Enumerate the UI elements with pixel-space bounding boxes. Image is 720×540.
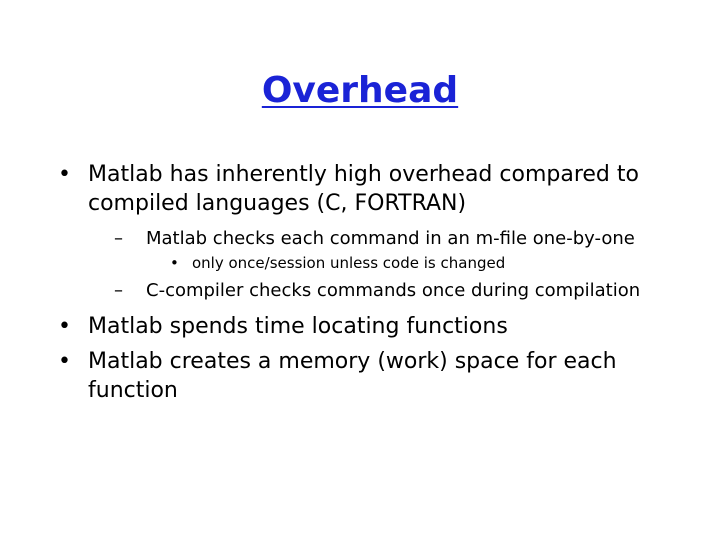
- sub-sub-bullet-list: [146, 253, 678, 273]
- bullet-text: Matlab spends time locating functions: [88, 314, 508, 339]
- sub-bullet-text: Matlab checks each command in an m-file one-by-one: [146, 228, 635, 249]
- slide-body: [58, 160, 678, 411]
- bullet-text: Matlab creates a memory (work) space for each function: [88, 349, 617, 403]
- sub-bullet-item-compiler: [114, 279, 678, 302]
- slide-title: Overhead: [261, 70, 459, 111]
- dash-marker: –: [114, 228, 123, 249]
- bullet-item-memory: [58, 347, 678, 405]
- bullet-item-locating: [58, 312, 678, 341]
- dash-marker: –: [114, 280, 123, 301]
- bullet-marker: •: [170, 254, 179, 272]
- bullet-marker: •: [58, 162, 71, 187]
- sub-sub-bullet-text: only once/session unless code is changed: [192, 254, 506, 272]
- sub-bullet-list: [88, 227, 678, 302]
- sub-bullet-text: C-compiler checks commands once during compilation: [146, 280, 641, 301]
- sub-sub-bullet-item-session: [170, 253, 678, 273]
- bullet-item-overhead: [58, 160, 678, 302]
- sub-bullet-item-checks: [114, 227, 678, 273]
- bullet-list: [58, 160, 678, 405]
- bullet-text: Matlab has inherently high overhead compared to compiled languages (C, FORTRAN): [88, 162, 639, 216]
- bullet-marker: •: [58, 314, 71, 339]
- bullet-marker: •: [58, 349, 71, 374]
